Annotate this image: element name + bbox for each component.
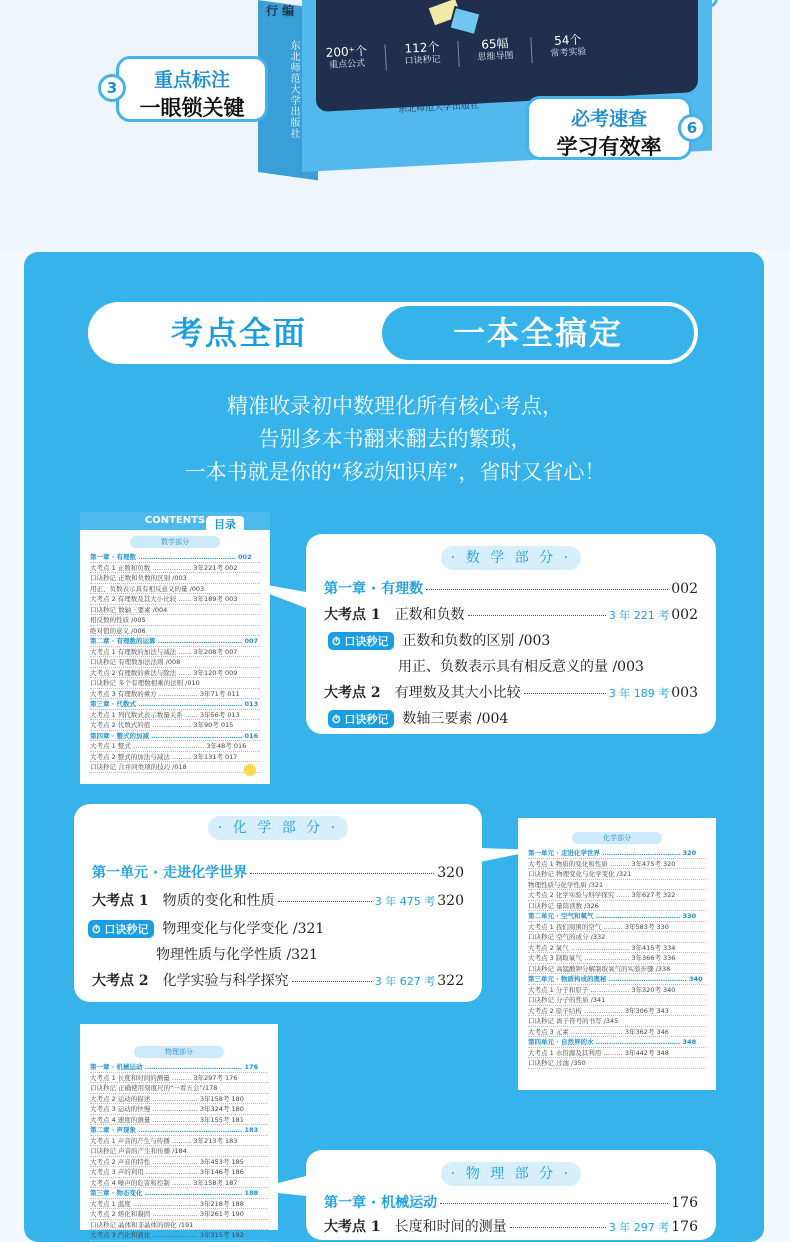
toc-line: 大考点 2 运动的描述 ………………… 3年158考 180	[90, 1094, 268, 1105]
toc-line: 大考点 3 元素 …………………… 3年362考 346	[528, 1027, 706, 1038]
exam-frequency: 3 年 221 考	[608, 609, 670, 622]
toc-section: 物理部分	[134, 1046, 224, 1058]
toc-chapter-line: 第二章 · 声现象 ………………………………………… 183	[90, 1125, 268, 1136]
toc-line: 大考点 1 正数和负数 ……………… 3年221考 002	[90, 563, 260, 574]
toc-line: 口诀秒记 晶体和非晶体的熔化 /191	[90, 1220, 268, 1231]
toc-line: 大考点 1 物质的变化和性质 ……… 3年475考 320	[528, 859, 706, 870]
toc-line: 大考点 1 分子和原子 ……………… 3年320考 340	[528, 985, 706, 996]
toc-line: 口诀秒记 正确使用刻度尺的“一看五会”/178	[90, 1083, 268, 1094]
book-spine-text: 东北师范大学出版社	[288, 40, 299, 139]
toc-line: 大考点 2 代数式的值 ……………… 3年90考 015	[90, 720, 260, 731]
exam-frequency: 3 年 297 考	[608, 1221, 670, 1234]
mnemonic-badge: ⏱ 口诀秒记	[328, 632, 394, 650]
chapter-row	[324, 578, 698, 598]
toc-line: 物理性质与化学性质 /321	[528, 880, 706, 891]
exam-frequency: 3 年 627 考	[374, 975, 436, 988]
toc-line: 口诀秒记 离子符号的书写 /345	[528, 1016, 706, 1027]
key-point-title: 物质的变化和性质	[162, 893, 275, 909]
toc-lines	[518, 848, 716, 1069]
toc-line: 大考点 3 运动的快慢 ………………… 3年324考 180	[90, 1104, 268, 1115]
mnemonic-row	[328, 630, 550, 650]
mnemonic-text: 物理性质与化学性质 /321	[156, 947, 318, 963]
mnemonic-text: 正数和负数的区别 /003	[402, 633, 551, 649]
toc-chapter-line: 第一章 · 机械运动 ……………………………………… 176	[90, 1062, 268, 1073]
card-section-tag: · 数 学 部 分 ·	[441, 546, 581, 570]
toc-line: 大考点 4 噪声的危害和控制 ……… 3年158考 187	[90, 1178, 268, 1189]
intro-line: 精准收录初中数理化所有核心考点，	[227, 394, 563, 418]
page-number: 322	[437, 973, 464, 989]
toc-line: 大考点 1 水资源及其利用 ……… 3年442考 348	[528, 1048, 706, 1059]
mnemonic-text: 数轴三要素 /004	[402, 711, 509, 727]
leader-dots	[524, 693, 606, 694]
toc-line: 口诀秒记 高锰酸钾分解制取氧气的实验步骤 /338	[528, 964, 706, 975]
badge-number: 3	[98, 74, 126, 102]
page-number: 176	[671, 1219, 698, 1235]
chapter-row	[92, 862, 464, 882]
toc-line: 大考点 4 速度的测量 ………………… 3年155考 181	[90, 1115, 268, 1126]
leader-dots	[440, 1203, 668, 1204]
toc-line: 大考点 1 声音的产生与传播 ……… 3年213考 183	[90, 1136, 268, 1147]
toc-line: 口诀秒记 合并同类项的技巧 /018	[90, 762, 260, 773]
stat-experiments: 54个 常考实验	[550, 32, 587, 60]
toc-lines	[80, 552, 270, 773]
page-number: 003	[671, 685, 698, 701]
badge-title: 必考速查	[570, 108, 647, 130]
toc-line: 相反数的性质 /005	[90, 615, 260, 626]
chapter-title: 第一章 · 有理数	[324, 581, 424, 597]
toc-chapter-line: 第二章 · 有理数的运算 ………………………………… 007	[90, 637, 259, 645]
key-point-label: 大考点 1	[324, 607, 381, 623]
toc-thumbnail-chem	[518, 818, 716, 1090]
toc-line: 口诀秒记 声音的产生和传播 /184	[90, 1146, 268, 1157]
toc-chapter-line: 第一章 · 有理数 ……………………………………… 002	[90, 552, 260, 563]
toc-thumbnail-phys	[80, 1024, 278, 1239]
key-point-title: 化学实验与科学探究	[162, 973, 289, 989]
leader-dots	[426, 589, 668, 590]
badge-subtitle: 学习有效率	[556, 135, 662, 159]
chem-detail-card	[74, 804, 482, 1002]
mnemonic-text: 物理变化与化学变化 /321	[162, 921, 325, 937]
page-number: 320	[437, 893, 464, 909]
leader-dots	[278, 901, 372, 902]
toc-line: 口诀秒记 物理变化与化学变化 /321	[528, 869, 706, 880]
toc-chapter-line: 第二单元 · 空气和氧气 ………………………………… 330	[528, 911, 706, 922]
chapter-title: 第一单元 · 走进化学世界	[92, 865, 248, 881]
key-point-row	[92, 890, 464, 910]
mnemonic-row	[88, 918, 324, 938]
mnemonic-badge: ⏱ 口诀秒记	[328, 710, 394, 728]
intro-line: 一本书就是你的“移动知识库”，省时又省心！	[184, 460, 606, 484]
toc-line: 口诀秒记 量筒读数 /326	[528, 901, 706, 912]
phys-detail-card	[306, 1150, 716, 1240]
leader-dots	[292, 981, 372, 982]
key-point-label: 大考点 1	[324, 1219, 381, 1235]
exam-frequency: 3 年 189 考	[608, 687, 670, 700]
toc-line: 口诀秒记 空气的成分 /332	[528, 932, 706, 943]
toc-line: 大考点 1 有理数的加法与减法 …… 3年208考 007	[90, 647, 260, 658]
toc-line: 口诀秒记 过滤 /350	[528, 1058, 706, 1069]
key-point-row	[324, 682, 698, 702]
chapter-title: 第一章 · 机械运动	[324, 1195, 438, 1211]
toc-line: 绝对值的意义 /006	[90, 626, 260, 637]
key-point-title: 长度和时间的测量	[394, 1219, 507, 1235]
toc-line: 大考点 1 温度 ………………………… 3年218考 188	[90, 1199, 268, 1210]
toc-line: 大考点 1 整式 …………………………… 3年48考 016	[90, 741, 260, 752]
headline-right: 一本全搞定	[452, 314, 623, 352]
key-point-label: 大考点 1	[92, 893, 149, 909]
toc-chapter-line: 第四单元 · 自然界的水 ………………………………… 348	[528, 1037, 706, 1048]
key-point-title: 正数和负数	[394, 607, 465, 623]
toc-lines	[80, 1062, 278, 1241]
toc-chapter-line: 第四章 · 整式的加减 …………………………………… 016	[90, 731, 259, 740]
toc-header: CONTENTS	[80, 512, 270, 530]
toc-line: 口诀秒记 多个有理数相乘的法则 /010	[90, 678, 260, 689]
toc-line: 大考点 1 列代数式表示数量关系 …… 3年56考 013	[90, 710, 260, 721]
toc-chapter-line: 第三章 · 代数式 ………………………………………… 013	[90, 700, 259, 708]
key-point-label: 大考点 2	[92, 973, 149, 989]
card-section-tag: · 化 学 部 分 ·	[208, 816, 348, 840]
badge-subtitle: 一眼锁关键	[139, 96, 245, 120]
stat-mnemonics: 112个 口诀秒记	[404, 39, 441, 67]
page-number: 002	[671, 581, 698, 597]
chapter-row	[324, 1192, 698, 1212]
toc-tag: 目录	[206, 516, 244, 534]
intro-line: 告别多本书翻来翻去的繁琐，	[258, 427, 532, 451]
toc-line: 大考点 1 我们周围的空气 ……… 3年583考 330	[528, 922, 706, 933]
toc-line: 大考点 2 氧气 ……………………… 3年415考 334	[528, 943, 706, 954]
toc-line: 大考点 2 有理数及其大小比较 …… 3年189考 003	[90, 594, 260, 605]
toc-line: 大考点 2 原子结构 ……………… 3年306考 343	[528, 1006, 706, 1017]
toc-line: 口诀秒记 有理数加法法则 /008	[90, 657, 260, 668]
page-number-dot	[244, 764, 256, 776]
toc-thumbnail-math	[80, 512, 270, 784]
leader-dots	[250, 873, 434, 874]
key-point-row	[324, 604, 698, 624]
key-point-label: 大考点 2	[324, 685, 381, 701]
toc-line: 口诀秒记 分子的性质 /341	[528, 995, 706, 1006]
toc-chapter-line: 第一单元 · 走进化学世界 ……………………………… 320	[528, 848, 706, 859]
page-number: 176	[671, 1195, 698, 1211]
leader-dots	[510, 1227, 606, 1228]
toc-line: 用正、负数表示具有相反意义的量 /003	[90, 584, 260, 595]
toc-line: 大考点 3 有理数的乘方 ……………… 3年71考 011	[90, 689, 260, 700]
toc-line: 口诀秒记 数轴三要素 /004	[90, 605, 260, 616]
toc-line: 大考点 2 有理数的乘法与除法 …… 3年120考 009	[90, 668, 260, 679]
card-section-tag: · 物 理 部 分 ·	[441, 1162, 581, 1186]
page-number: 320	[437, 865, 464, 881]
toc-section: 数学部分	[130, 536, 220, 548]
badge-number: 6	[678, 114, 706, 142]
exam-frequency: 3 年 475 考	[374, 895, 436, 908]
key-point-row	[324, 1216, 698, 1236]
book-publisher: 东北师范大学出版社	[397, 100, 480, 116]
math-detail-card	[306, 534, 716, 734]
headline-left: 考点全面	[170, 314, 307, 352]
stat-formulas: 200⁺个 重点公式	[325, 43, 368, 71]
key-point-title: 有理数及其大小比较	[394, 685, 521, 701]
toc-line: 大考点 3 汽化和液化 ………………… 3年315考 192	[90, 1230, 268, 1241]
toc-line: 大考点 2 熔化和凝固 ………………… 3年261考 190	[90, 1209, 268, 1220]
toc-line: 大考点 2 化学实验与科学探究 …… 3年627考 322	[528, 890, 706, 901]
stat-mindmaps: 65幅 思维导图	[477, 36, 514, 63]
page-number: 002	[671, 607, 698, 623]
toc-chapter-line: 第三单元 · 物质构成的奥秘 ……………………………… 340	[528, 974, 706, 985]
mnemonic-row	[328, 708, 508, 728]
toc-line: 口诀秒记 正数和负数的区别 /003	[90, 573, 260, 584]
toc-line: 大考点 1 长度和时间的测量 ……… 3年297考 176	[90, 1073, 268, 1084]
toc-chapter-line: 第三章 · 物态变化 ……………………………………… 188	[90, 1188, 268, 1199]
leader-dots	[468, 615, 606, 616]
toc-section: 化学部分	[572, 832, 662, 844]
toc-line: 大考点 3 声的利用 …………………… 3年146考 186	[90, 1167, 268, 1178]
toc-line: 大考点 2 声音的特性 ………………… 3年453考 185	[90, 1157, 268, 1168]
book-author: 行 编	[266, 4, 295, 18]
toc-line: 大考点 3 制取氧气 ………………… 3年366考 336	[528, 953, 706, 964]
mnemonic-badge: ⏱ 口诀秒记	[88, 920, 154, 938]
toc-line: 大考点 2 整式的加法与减法 ……… 3年131考 017	[90, 752, 260, 763]
badge-title: 重点标注	[153, 69, 230, 91]
mnemonic-text: 用正、负数表示具有相反意义的量 /003	[398, 659, 644, 675]
key-point-row	[92, 970, 464, 990]
